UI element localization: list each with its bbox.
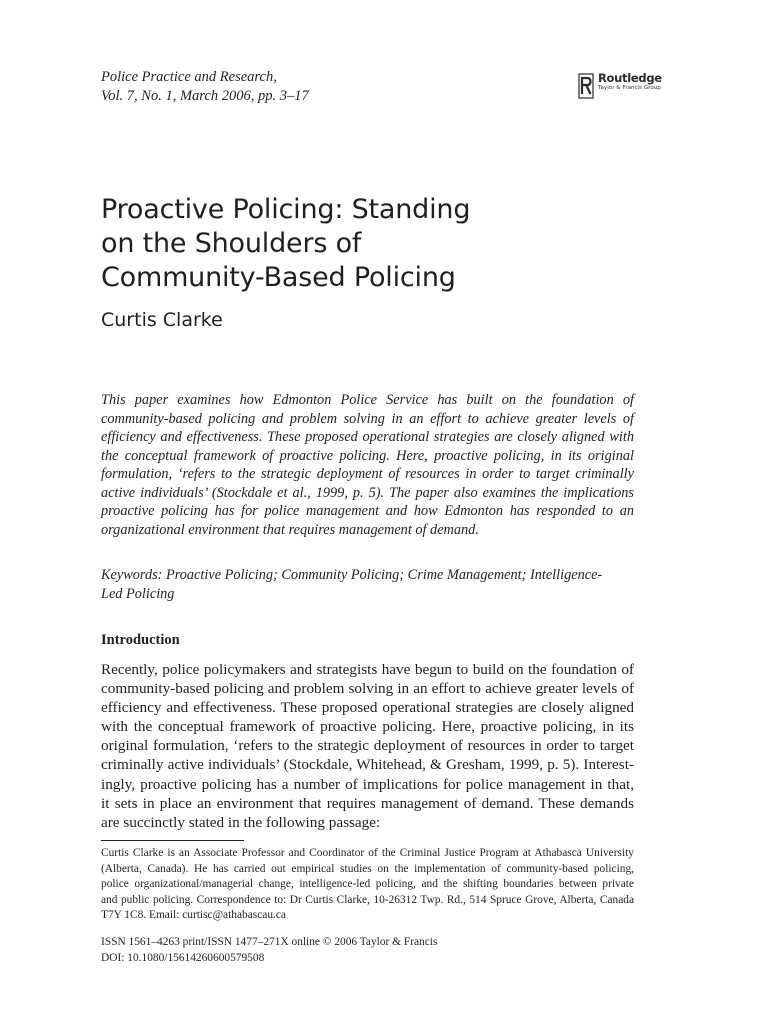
body-line: original formulation, ‘refers to the strategic deployment of resources in order to target — [101, 737, 634, 755]
author-footnote — [101, 846, 634, 924]
footnote-line: (Alberta, Canada). He has carried out empirical studies on the implementation of community-based policing, — [101, 862, 634, 875]
body-line: it sets in place an environment that requires management of demand. These demands — [101, 794, 634, 812]
body-line: community-based policing and problem solving in an effort to achieve greater levels of — [101, 680, 634, 698]
body-line: with the conceptual framework of proactive policing. Here, proactive policing, in its — [101, 718, 634, 736]
issn-line: ISSN 1561–4263 print/ISSN 1477–271X online © 2006 Taylor & Francis — [101, 936, 438, 948]
article-title — [101, 193, 470, 295]
publisher-name: Routledge — [598, 71, 662, 85]
body-line: are succinctly stated in the following passage: — [101, 813, 381, 831]
footnote-divider — [101, 840, 244, 841]
abstract-line: community-based policing and problem solving in an effort to achieve greater levels of — [101, 410, 634, 427]
abstract-line: organizational environment that requires management of demand. — [101, 521, 479, 538]
publisher-subtitle: Taylor & Francis Group — [598, 84, 661, 91]
title-line: Proactive Policing: Standing — [101, 194, 471, 225]
publisher-logo — [578, 73, 662, 99]
keywords-line: Led Policing — [101, 585, 175, 602]
journal-citation — [101, 68, 309, 106]
footnote-line: and public policing. Correspondence to: Dr Curtis Clarke, 10-26312 Twp. Rd., 514 Spruce Grove, Alberta, Canada — [101, 893, 634, 906]
publication-identifiers — [101, 935, 437, 966]
abstract-line: This paper examines how Edmonton Police Service has built on the foundation of — [101, 392, 634, 408]
abstract-line: proactive policing has for police management and how Edmonton has responded to an — [101, 503, 634, 519]
abstract — [101, 391, 634, 539]
footnote-line: police organizational/managerial change, intelligence-led policing, and the shifting boundaries between private — [101, 878, 634, 891]
footnote-line: T7Y 1C8. Email: curtisc@athabascau.ca — [101, 909, 286, 922]
article-author: Curtis Clarke — [101, 309, 223, 331]
body-line: ingly, proactive policing has a number of implications for police management in that, — [101, 775, 634, 793]
body-line: Recently, police policymakers and strategists have begun to build on the foundation of — [101, 661, 634, 678]
introduction-paragraph — [101, 660, 634, 832]
footnote-line: Curtis Clarke is an Associate Professor and Coordinator of the Criminal Justice Program at Athabasca University — [101, 847, 634, 859]
title-line: Community-Based Policing — [101, 262, 456, 293]
body-line: efficiency and effectiveness. These proposed operational strategies are closely aligned — [101, 699, 634, 717]
keywords — [101, 566, 641, 603]
abstract-line: efficiency and effectiveness. These proposed operational strategies are closely aligned with — [101, 429, 634, 445]
routledge-r-logo-icon — [578, 73, 594, 99]
journal-name: Police Practice and Research, — [101, 69, 277, 85]
keywords-line: Keywords: Proactive Policing; Community Policing; Crime Management; Intelligence- — [101, 567, 603, 583]
section-heading-introduction: Introduction — [101, 632, 180, 648]
journal-volume: Vol. 7, No. 1, March 2006, pp. 3–17 — [101, 88, 309, 104]
doi-line: DOI: 10.1080/15614260600579508 — [101, 951, 265, 964]
body-line: criminally active individuals’ (Stockdale, Whitehead, & Gresham, 1999, p. 5). Interest- — [101, 756, 634, 774]
title-line: on the Shoulders of — [101, 228, 362, 259]
abstract-line: formulation, ‘refers to the strategic deployment of resources in order to target criminally — [101, 466, 634, 482]
abstract-line: active individuals’ (Stockdale et al., 1999, p. 5). The paper also examines the implications — [101, 484, 634, 501]
abstract-line: the conceptual framework of proactive policing. Here, proactive policing, in its original — [101, 447, 634, 464]
